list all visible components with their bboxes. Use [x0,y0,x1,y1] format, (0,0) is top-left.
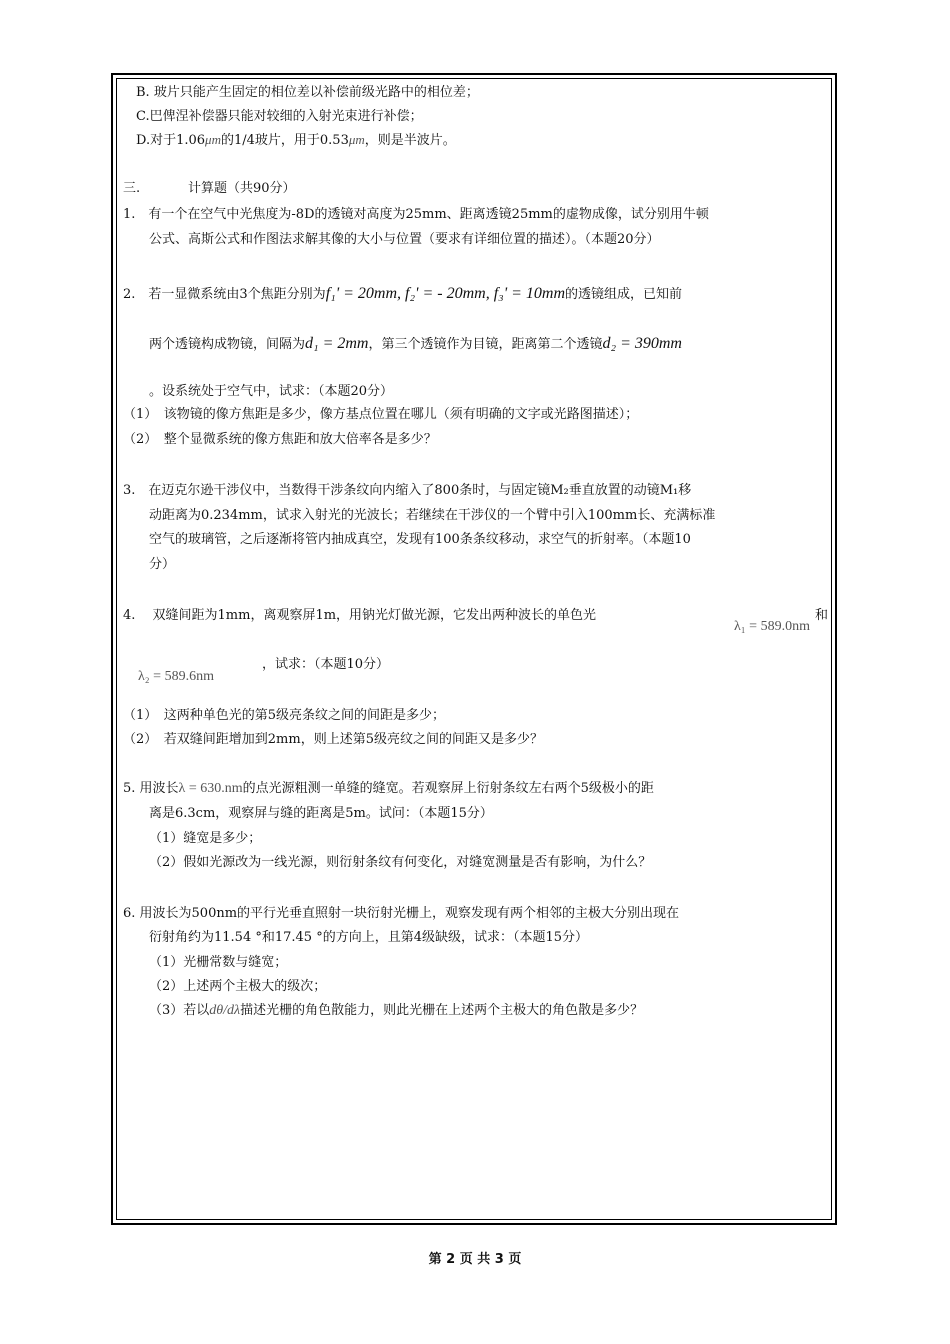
q1-line2: 公式、高斯公式和作图法求解其像的大小与位置（要求有详细位置的描述）。（本题20分） [149,232,660,247]
q6-sub3: （3）若以dθ/dλ描述光栅的角色散能力，则此光栅在上述两个主极大的角色散是多少？ [149,1003,644,1018]
option-d: D.对于1.06μm的1/4玻片，用于0.53μm，则是半波片。 [136,132,456,148]
option-c: C.巴俾涅补偿器只能对较细的入射光束进行补偿； [136,109,423,124]
q6-line1: 6. 用波长为500nm的平行光垂直照射一块衍射光栅上，观察发现有两个相邻的主极大分别出现在 [123,906,680,921]
q2-focal-formula: f₁' = 20mm, f₂' = - 20mm, f₃' = 10mm [325,285,566,302]
q2-line3: 。设系统处于空气中，试求：（本题20分） [149,384,394,399]
option-b: B. 玻片只能产生固定的相位差以补偿前级光路中的相位差； [136,85,479,100]
q2-sub2: （2） 整个显微系统的像方焦距和放大倍率各是多少？ [123,432,437,447]
q6-sub2: （2）上述两个主极大的级次； [149,979,327,994]
q5-sub2: （2）假如光源改为一线光源，则衍射条纹有何变化，对缝宽测量是否有影响，为什么？ [149,855,652,870]
page-border-inner [116,78,832,1220]
q3-line2: 动距离为0.234mm，试求入射光的光波长；若继续在干涉仪的一个臂中引入100mm长、充满标准 [149,508,716,523]
q2-line2: 两个透镜构成物镜，间隔为d₁ = 2mm，第三个透镜作为目镜，距离第二个透镜d₂ = 390mm [149,335,682,352]
q3-line3: 空气的玻璃管，之后逐渐将管内抽成真空，发现有100条条纹移动，求空气的折射率。（本题10 [149,532,691,547]
q4-and: 和 [815,608,829,623]
q3-line1: 3. 在迈克尔逊干涉仪中，当数得干涉条纹向内缩入了800条时，与固定镜M₂垂直放置的动镜M₁移 [123,483,692,498]
q2-d1-formula: d₁ = 2mm [305,335,369,352]
q6-sub1: （1）光栅常数与缝宽； [149,955,288,970]
q4-lambda2: λ₂ = 589.6nm [138,669,214,684]
q3-line4: 分） [149,557,176,572]
page-number: 第 2 页 共 3 页 [428,1252,522,1267]
q4-line1: 4. 双缝间距为1mm，离观察屏1m，用钠光灯做光源，它发出两种波长的单色光 [123,608,597,623]
q6-line2: 衍射角约为11.54 °和17.45 °的方向上，且第4级缺级，试求：（本题15分） [149,930,589,945]
q1-line1: 1. 有一个在空气中光焦度为-8D的透镜对高度为25mm、距离透镜25mm的虚物成像，试分别用牛顿 [123,207,709,222]
q4-lambda1: λ₁ = 589.0nm [734,619,810,634]
q2-line1: 2. 若一显微系统由3个焦距分别为f₁' = 20mm, f₂' = - 20mm, f₃' = 10mm的透镜组成，已知前 [123,285,683,302]
section-number: 三. [123,181,141,196]
q6-dispersion-formula: dθ/dλ [209,1003,241,1018]
section-title: 计算题（共90分） [188,181,296,196]
q2-sub1: （1） 该物镜的像方焦距是多少，像方基点位置在哪儿（须有明确的文字或光路图描述）； [123,407,639,422]
q4-line2: ，试求：（本题10分） [262,657,390,672]
q5-line2: 离是6.3cm，观察屏与缝的距离是5m。试问：（本题15分） [149,806,493,821]
q5-line1: 5. 用波长λ = 630.nm的点光源粗测一单缝的缝宽。若观察屏上衍射条纹左右两个5级极小的距 [123,781,654,796]
q5-sub1: （1）缝宽是多少； [149,831,262,846]
q4-sub2: （2） 若双缝间距增加到2mm，则上述第5级亮纹之间的间距又是多少？ [123,732,543,747]
q2-d2-formula: d₂ = 390mm [602,335,682,352]
q5-lambda: λ = 630.nm [178,781,243,796]
q4-sub1: （1） 这两种单色光的第5级亮条纹之间的间距是多少； [123,708,446,723]
